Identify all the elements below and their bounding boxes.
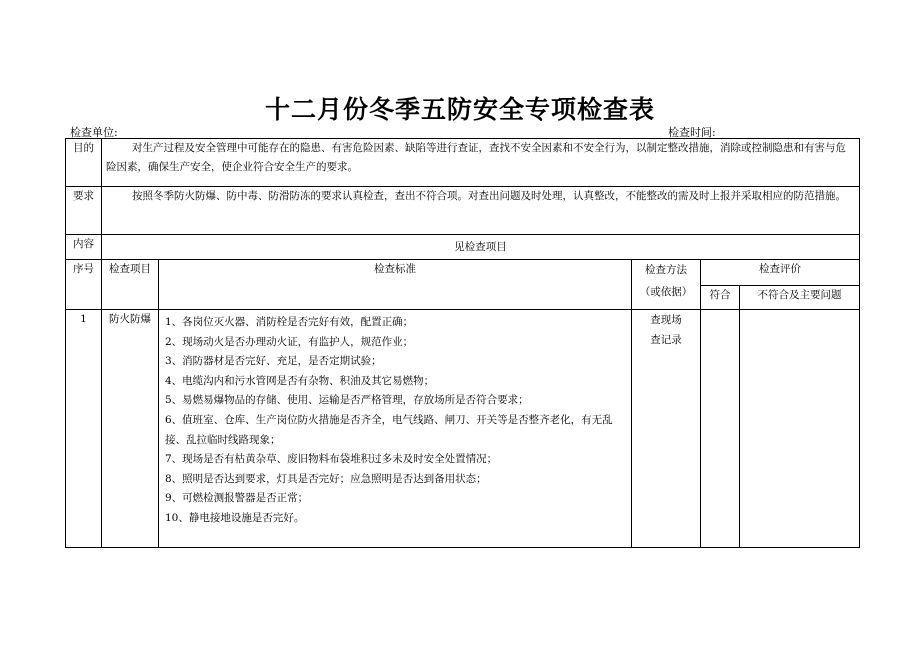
criteria-item: 2、现场动火是否办理动火证，有监护人，规范作业； xyxy=(165,335,414,348)
requirement-label: 要求 xyxy=(66,187,102,235)
purpose-text: 对生产过程及安全管理中可能存在的隐患、有害危险因素、缺陷等进行查证，查找不安全因素和不安全行为，以制定整改措施，消除或控制隐患和有害与危险因素，确保生产安全，使企业符合安全生产的要求。 xyxy=(106,142,846,173)
col-item-header: 检查项目 xyxy=(102,260,159,310)
row-method-cell xyxy=(632,310,701,548)
col-nonconform-header: 不符合及主要问题 xyxy=(740,286,860,310)
col-seq-header: 序号 xyxy=(66,260,102,310)
inspection-time-label: 检查时间: xyxy=(668,126,716,139)
row-method-line2: 查记录 xyxy=(650,334,682,346)
criteria-list xyxy=(163,310,627,529)
criteria-item: 8、照明是否达到要求，灯具是否完好；应急照明是否达到备用状态； xyxy=(165,472,487,485)
criteria-item: 6、值班室、仓库、生产岗位防火措施是否齐全，电气线路、闸刀、开关等是否整齐老化，有无乱接、乱拉临时线路现象； xyxy=(165,413,613,446)
table-row xyxy=(66,310,860,548)
column-header-row xyxy=(66,260,860,286)
purpose-label: 目的 xyxy=(66,139,102,187)
inspection-unit-label: 检查单位: xyxy=(70,126,118,139)
requirement-row xyxy=(66,187,860,235)
purpose-row xyxy=(66,139,860,187)
inspection-table xyxy=(65,138,860,548)
criteria-item: 1、各岗位灭火器、消防栓是否完好有效，配置正确； xyxy=(165,316,414,328)
content-row xyxy=(66,235,860,260)
requirement-text: 按照冬季防火防爆、防中毒、防滑防冻的要求认真检查，查出不符合项。对查出问题及时处理，认真整改，不能整改的需及时上报并采取相应的防范措施。 xyxy=(132,190,846,202)
col-conform-header: 符合 xyxy=(701,286,740,310)
criteria-item: 7、现场是否有枯黄杂草、废旧物料布袋堆积过多未及时安全处置情况； xyxy=(165,453,498,466)
row-seq: 1 xyxy=(66,310,102,548)
page-title: 十二月份冬季五防安全专项检查表 xyxy=(264,95,655,124)
col-method-header xyxy=(632,260,701,310)
requirement-cell xyxy=(102,187,860,235)
row-method-line1: 查现场 xyxy=(650,314,682,326)
row-nonconform-cell[interactable] xyxy=(740,310,860,548)
row-conform-cell[interactable] xyxy=(701,310,740,548)
content-label: 内容 xyxy=(66,235,102,260)
row-item: 防火防爆 xyxy=(102,310,159,548)
criteria-item: 10、静电接地设施是否完好。 xyxy=(165,511,305,524)
content-text: 见检查项目 xyxy=(102,235,860,260)
col-method-line1: 检查方法 xyxy=(645,264,687,276)
purpose-cell xyxy=(102,139,860,187)
criteria-item: 9、可燃检测报警器是否正常； xyxy=(165,492,309,505)
criteria-item: 5、易燃易爆物品的存储、使用、运输是否严格管理，存放场所是否符合要求； xyxy=(165,394,529,407)
col-method-line2: （或依据） xyxy=(639,286,693,298)
col-standard-header: 检查标准 xyxy=(159,260,632,310)
criteria-item: 4、电缆沟内和污水管网是否有杂物、积油及其它易燃物； xyxy=(165,374,435,387)
col-evaluation-header: 检查评价 xyxy=(701,260,860,286)
criteria-item: 3、消防器材是否完好、充足，是否定期试验； xyxy=(165,355,382,368)
row-criteria-cell xyxy=(159,310,632,548)
